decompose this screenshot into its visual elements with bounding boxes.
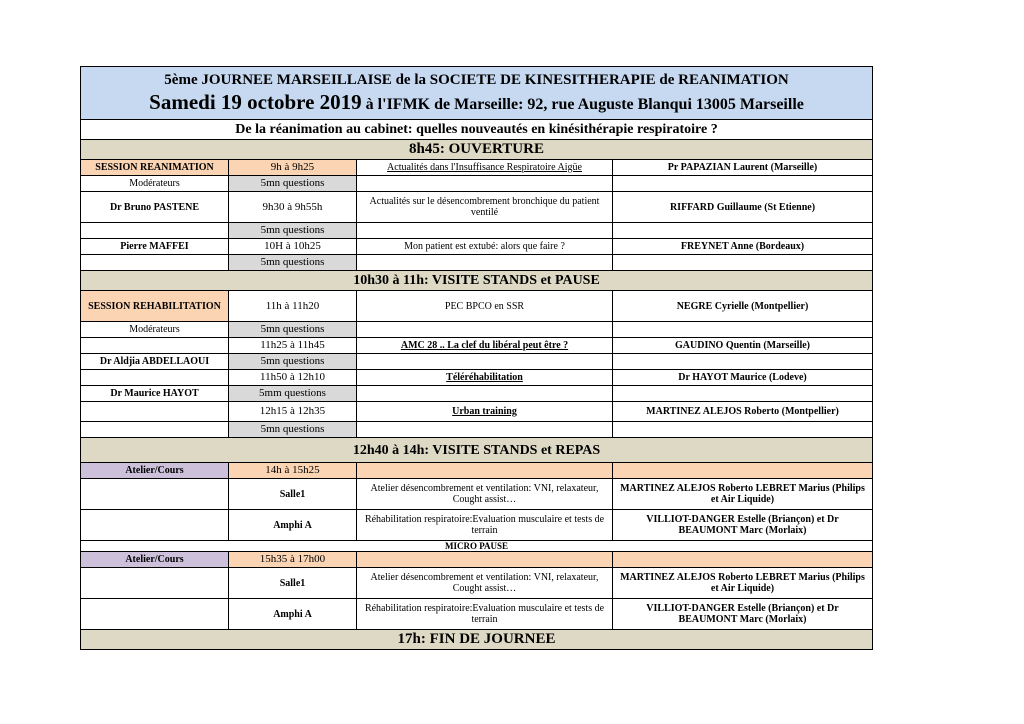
talk-speaker: FREYNET Anne (Bordeaux): [613, 239, 873, 255]
event-date-location: [85, 90, 868, 117]
table-row: [81, 322, 873, 338]
empty-cell: [613, 255, 873, 271]
empty-cell: [613, 386, 873, 402]
opening-row: 8h45: OUVERTURE: [81, 140, 873, 160]
talk-speaker: GAUDINO Quentin (Marseille): [613, 338, 873, 354]
workshop-title: Réhabilitation respiratoire:Evaluation musculaire et tests de terrain: [357, 599, 613, 630]
workshop-title: Atelier désencombrement et ventilation: VNI, relaxateur, Cought assist…: [357, 479, 613, 510]
program-table: [80, 66, 873, 650]
empty-cell: [81, 599, 229, 630]
questions-slot: 5mn questions: [229, 176, 357, 192]
program-header: [81, 67, 873, 120]
session-reanimation-title: SESSION REANIMATION: [81, 160, 229, 176]
talk-speaker: MARTINEZ ALEJOS Roberto (Montpellier): [613, 402, 873, 422]
table-row: [81, 479, 873, 510]
empty-cell: [357, 223, 613, 239]
moderator-name: Pierre MAFFEI: [81, 239, 229, 255]
questions-slot: 5mn questions: [229, 322, 357, 338]
table-row: [81, 422, 873, 438]
empty-cell: [357, 422, 613, 438]
empty-cell: [357, 552, 613, 568]
talk-speaker: Dr HAYOT Maurice (Lodeve): [613, 370, 873, 386]
event-date: Samedi 19 octobre 2019: [149, 90, 362, 114]
workshop-title: Réhabilitation respiratoire:Evaluation musculaire et tests de terrain: [357, 510, 613, 541]
talk-speaker: RIFFARD Guillaume (St Etienne): [613, 192, 873, 223]
workshop-room: Amphi A: [229, 599, 357, 630]
table-row: [81, 552, 873, 568]
table-row: [81, 370, 873, 386]
workshop-speakers: MARTINEZ ALEJOS Roberto LEBRET Marius (Philips et Air Liquide): [613, 479, 873, 510]
empty-cell: [357, 354, 613, 370]
talk-title: Téléréhabilitation: [357, 370, 613, 386]
workshop-slot: 14h à 15h25: [229, 463, 357, 479]
table-row: [81, 291, 873, 322]
talk-time: 11h à 11h20: [229, 291, 357, 322]
table-row: [81, 192, 873, 223]
questions-slot: 5mm questions: [229, 386, 357, 402]
empty-cell: [357, 176, 613, 192]
workshop-room: Salle1: [229, 479, 357, 510]
workshop-speakers: MARTINEZ ALEJOS Roberto LEBRET Marius (Philips et Air Liquide): [613, 568, 873, 599]
empty-cell: [81, 568, 229, 599]
table-row: [81, 223, 873, 239]
empty-cell: [81, 510, 229, 541]
moderators-label: Modérateurs: [81, 176, 229, 192]
workshop-label: Atelier/Cours: [81, 552, 229, 568]
session-rehabilitation-title: SESSION REHABILITATION: [81, 291, 229, 322]
empty-cell: [613, 223, 873, 239]
break-row: 10h30 à 11h: VISITE STANDS et PAUSE: [81, 271, 873, 291]
empty-cell: [81, 402, 229, 422]
talk-time: 9h30 à 9h55h: [229, 192, 357, 223]
empty-cell: [81, 255, 229, 271]
table-row: [81, 599, 873, 630]
talk-time: 12h15 à 12h35: [229, 402, 357, 422]
talk-title: Actualités sur le désencombrement bronchique du patient ventilé: [357, 192, 613, 223]
closing-row: 17h: FIN DE JOURNEE: [81, 630, 873, 650]
talk-time: 9h à 9h25: [229, 160, 357, 176]
workshop-title: Atelier désencombrement et ventilation: VNI, relaxateur, Cought assist…: [357, 568, 613, 599]
talk-title: Urban training: [357, 402, 613, 422]
event-location: à l'IFMK de Marseille: 92, rue Auguste Blanqui 13005 Marseille: [361, 96, 804, 113]
table-row: [81, 338, 873, 354]
micro-pause-row: MICRO PAUSE: [81, 541, 873, 552]
workshop-slot: 15h35 à 17h00: [229, 552, 357, 568]
moderator-name: Dr Maurice HAYOT: [81, 386, 229, 402]
lunch-row: 12h40 à 14h: VISITE STANDS et REPAS: [81, 438, 873, 463]
talk-speaker: NEGRE Cyrielle (Montpellier): [613, 291, 873, 322]
questions-slot: 5mn questions: [229, 422, 357, 438]
workshop-label: Atelier/Cours: [81, 463, 229, 479]
table-row: [81, 354, 873, 370]
table-row: [81, 386, 873, 402]
talk-time: 11h50 à 12h10: [229, 370, 357, 386]
empty-cell: [357, 386, 613, 402]
talk-title: AMC 28 .. La clef du libéral peut être ?: [357, 338, 613, 354]
empty-cell: [613, 322, 873, 338]
questions-slot: 5mn questions: [229, 255, 357, 271]
empty-cell: [81, 422, 229, 438]
talk-title: Actualités dans l'Insuffisance Respiratoire Aigüe: [357, 160, 613, 176]
event-theme: De la réanimation au cabinet: quelles nouveautés en kinésithérapie respiratoire ?: [81, 120, 873, 140]
table-row: [81, 568, 873, 599]
event-title: 5ème JOURNEE MARSEILLAISE de la SOCIETE DE KINESITHERAPIE de REANIMATION: [164, 72, 789, 88]
empty-cell: [81, 479, 229, 510]
empty-cell: [613, 422, 873, 438]
empty-cell: [81, 370, 229, 386]
talk-time: 10H à 10h25: [229, 239, 357, 255]
talk-title: Mon patient est extubé: alors que faire ?: [357, 239, 613, 255]
questions-slot: 5mn questions: [229, 354, 357, 370]
empty-cell: [357, 322, 613, 338]
empty-cell: [81, 223, 229, 239]
workshop-speakers: VILLIOT-DANGER Estelle (Briançon) et Dr BEAUMONT Marc (Morlaix): [613, 510, 873, 541]
empty-cell: [613, 552, 873, 568]
talk-speaker: Pr PAPAZIAN Laurent (Marseille): [613, 160, 873, 176]
table-row: [81, 463, 873, 479]
table-row: [81, 160, 873, 176]
empty-cell: [613, 354, 873, 370]
moderator-name: Dr Aldjia ABDELLAOUI: [81, 354, 229, 370]
empty-cell: [613, 176, 873, 192]
empty-cell: [81, 338, 229, 354]
questions-slot: 5mn questions: [229, 223, 357, 239]
table-row: [81, 402, 873, 422]
moderator-name: Dr Bruno PASTENE: [81, 192, 229, 223]
table-row: [81, 255, 873, 271]
empty-cell: [357, 255, 613, 271]
empty-cell: [357, 463, 613, 479]
empty-cell: [613, 463, 873, 479]
workshop-room: Amphi A: [229, 510, 357, 541]
table-row: [81, 239, 873, 255]
table-row: [81, 510, 873, 541]
table-row: [81, 176, 873, 192]
workshop-room: Salle1: [229, 568, 357, 599]
workshop-speakers: VILLIOT-DANGER Estelle (Briançon) et Dr BEAUMONT Marc (Morlaix): [613, 599, 873, 630]
moderators-label: Modérateurs: [81, 322, 229, 338]
talk-time: 11h25 à 11h45: [229, 338, 357, 354]
talk-title: PEC BPCO en SSR: [357, 291, 613, 322]
